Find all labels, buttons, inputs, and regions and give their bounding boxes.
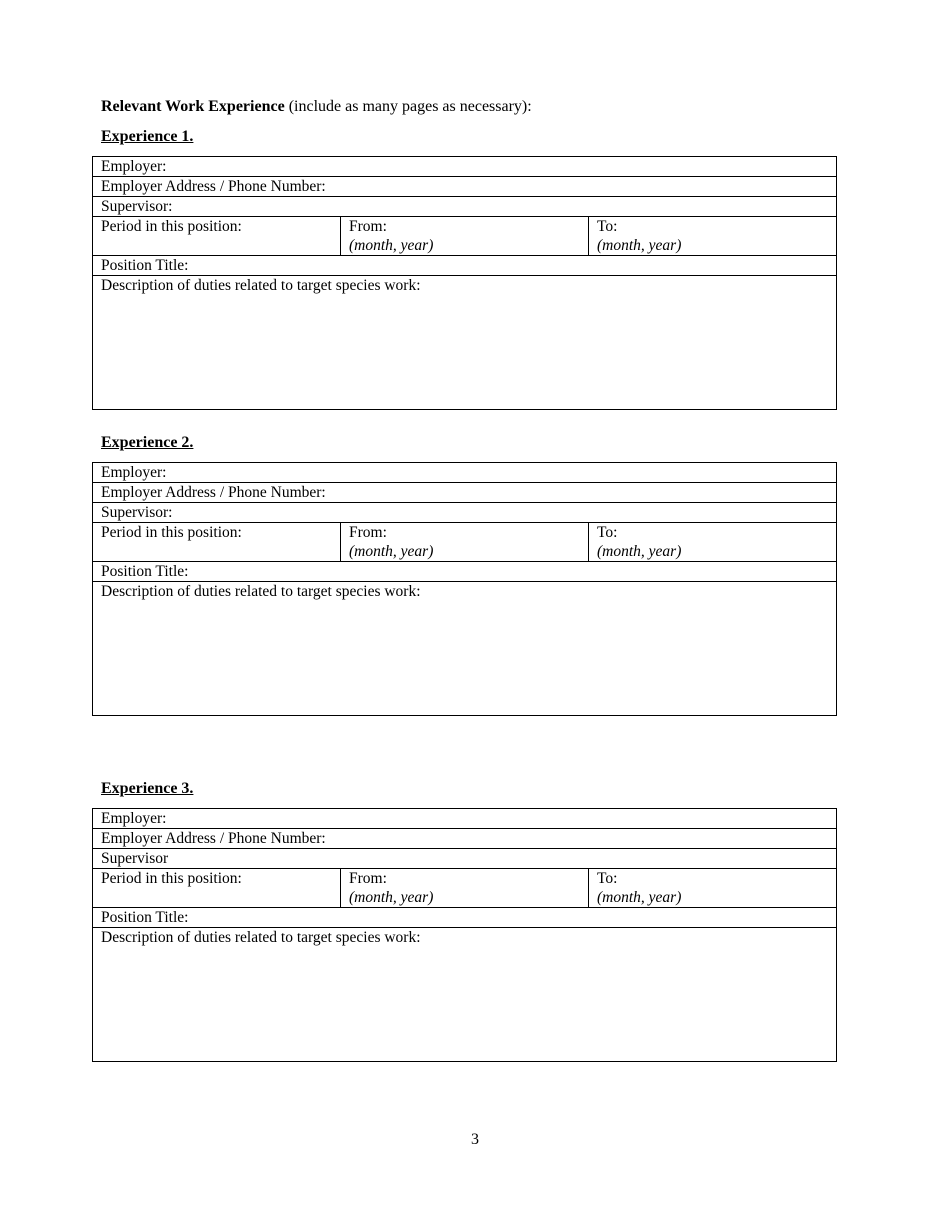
page-heading-rest: (include as many pages as necessary): bbox=[284, 98, 532, 115]
from-hint: (month, year) bbox=[349, 889, 434, 906]
to-field[interactable] bbox=[589, 217, 837, 256]
employer-address-field[interactable]: Employer Address / Phone Number: bbox=[93, 483, 837, 503]
position-title-field[interactable]: Position Title: bbox=[93, 562, 837, 582]
supervisor-field[interactable]: Supervisor: bbox=[93, 503, 837, 523]
description-field[interactable]: Description of duties related to target species work: bbox=[93, 276, 837, 410]
to-field[interactable] bbox=[589, 869, 837, 908]
to-hint: (month, year) bbox=[597, 889, 682, 906]
experience-3-table bbox=[92, 808, 837, 1062]
from-label: From: bbox=[349, 218, 387, 235]
page-heading bbox=[101, 97, 532, 117]
employer-field[interactable]: Employer: bbox=[93, 157, 837, 177]
period-label: Period in this position: bbox=[93, 523, 341, 562]
period-label: Period in this position: bbox=[93, 217, 341, 256]
employer-address-field[interactable]: Employer Address / Phone Number: bbox=[93, 829, 837, 849]
page-number: 3 bbox=[471, 1131, 479, 1148]
experience-1-title: Experience 1. bbox=[101, 128, 194, 145]
to-label: To: bbox=[597, 870, 618, 887]
experience-3-title: Experience 3. bbox=[101, 780, 194, 797]
employer-address-field[interactable]: Employer Address / Phone Number: bbox=[93, 177, 837, 197]
from-field[interactable] bbox=[341, 523, 589, 562]
position-title-field[interactable]: Position Title: bbox=[93, 256, 837, 276]
from-label: From: bbox=[349, 870, 387, 887]
page-heading-bold: Relevant Work Experience bbox=[101, 98, 285, 115]
experience-2-table bbox=[92, 462, 837, 716]
from-field[interactable] bbox=[341, 217, 589, 256]
experience-2-title: Experience 2. bbox=[101, 434, 194, 451]
period-label: Period in this position: bbox=[93, 869, 341, 908]
to-hint: (month, year) bbox=[597, 237, 682, 254]
description-field[interactable]: Description of duties related to target species work: bbox=[93, 582, 837, 716]
to-label: To: bbox=[597, 218, 618, 235]
supervisor-field[interactable]: Supervisor: bbox=[93, 197, 837, 217]
to-label: To: bbox=[597, 524, 618, 541]
from-field[interactable] bbox=[341, 869, 589, 908]
to-hint: (month, year) bbox=[597, 543, 682, 560]
employer-field[interactable]: Employer: bbox=[93, 809, 837, 829]
description-field[interactable]: Description of duties related to target species work: bbox=[93, 928, 837, 1062]
from-hint: (month, year) bbox=[349, 543, 434, 560]
from-hint: (month, year) bbox=[349, 237, 434, 254]
supervisor-field[interactable]: Supervisor bbox=[93, 849, 837, 869]
position-title-field[interactable]: Position Title: bbox=[93, 908, 837, 928]
experience-1-table bbox=[92, 156, 837, 410]
employer-field[interactable]: Employer: bbox=[93, 463, 837, 483]
to-field[interactable] bbox=[589, 523, 837, 562]
from-label: From: bbox=[349, 524, 387, 541]
